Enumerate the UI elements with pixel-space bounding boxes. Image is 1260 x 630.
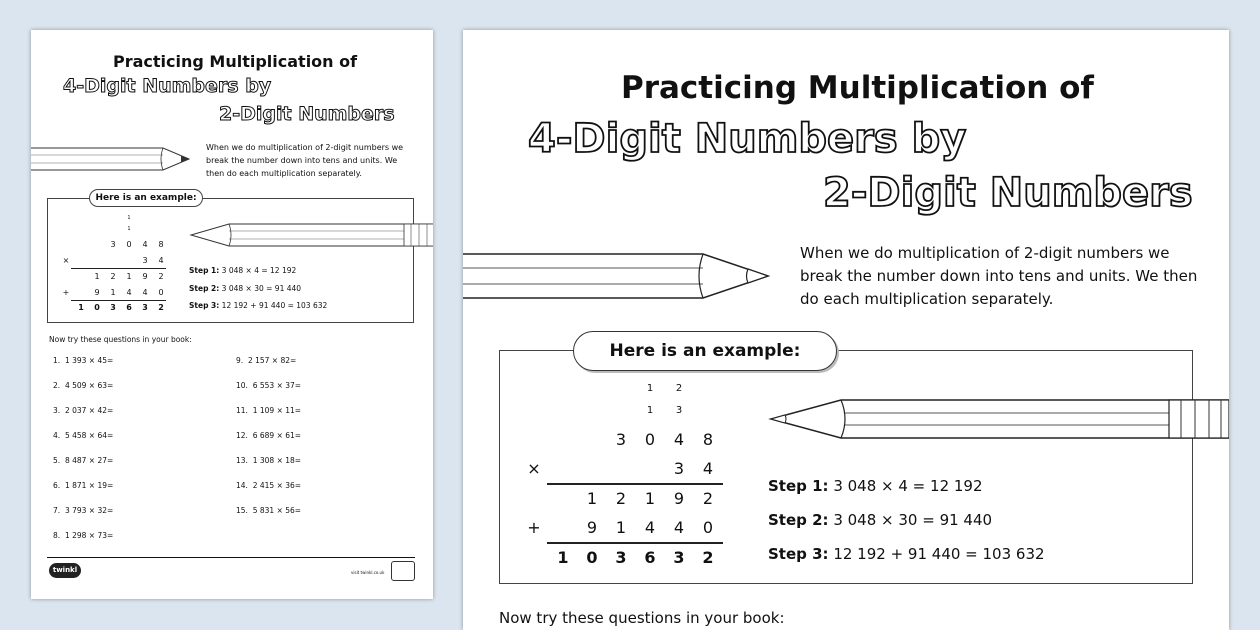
- digit: 4: [673, 430, 685, 449]
- step-2: Step 2: 3 048 × 30 = 91 440: [768, 511, 993, 529]
- carry-digit: 3: [675, 405, 683, 416]
- footer-rule: [47, 557, 415, 558]
- digit: 3: [673, 459, 685, 478]
- digit: 8: [158, 240, 164, 249]
- digit: 9: [94, 288, 100, 297]
- plus-sign: +: [62, 288, 70, 297]
- digit: 3: [110, 303, 116, 312]
- title-line-3: 2-Digit Numbers: [823, 170, 1193, 216]
- digit: 6: [126, 303, 132, 312]
- questions-heading: Now try these questions in your book:: [49, 335, 192, 344]
- title-line-1: Practicing Multiplication of: [113, 52, 358, 71]
- question-item: 10. 6 553 × 37=: [236, 381, 302, 390]
- digit: 3: [110, 240, 116, 249]
- rule-line: [547, 542, 723, 544]
- digit: 0: [126, 240, 132, 249]
- digit: 1: [615, 518, 627, 537]
- digit: 2: [615, 489, 627, 508]
- publisher-badge-icon: [391, 561, 415, 581]
- questions-heading: Now try these questions in your book:: [499, 609, 785, 627]
- carry-digit: 1: [646, 383, 654, 394]
- digit: 9: [142, 272, 148, 281]
- question-item: 15. 5 831 × 56=: [236, 506, 302, 515]
- example-heading: Here is an example:: [89, 189, 203, 207]
- times-sign: ×: [62, 256, 70, 265]
- digit: 0: [702, 518, 714, 537]
- question-item: 2. 4 509 × 63=: [53, 381, 114, 390]
- step-3: Step 3: 12 192 + 91 440 = 103 632: [189, 301, 328, 310]
- question-item: 12. 6 689 × 61=: [236, 431, 302, 440]
- title-line-2: 4-Digit Numbers by: [63, 75, 272, 97]
- digit: 0: [158, 288, 164, 297]
- question-item: 3. 2 037 × 42=: [53, 406, 114, 415]
- digit: 4: [673, 518, 685, 537]
- digit: 1: [78, 303, 84, 312]
- digit: 1: [557, 548, 569, 567]
- digit: 9: [673, 489, 685, 508]
- pencil-icon: [769, 394, 1229, 444]
- title-line-2: 4-Digit Numbers by: [528, 116, 967, 162]
- title-line-3: 2-Digit Numbers: [219, 103, 395, 125]
- digit: 1: [110, 288, 116, 297]
- digit: 1: [644, 489, 656, 508]
- digit: 4: [644, 518, 656, 537]
- step-3: Step 3: 12 192 + 91 440 = 103 632: [768, 545, 1045, 563]
- question-item: 5. 8 487 × 27=: [53, 456, 114, 465]
- question-item: 1. 1 393 × 45=: [53, 356, 114, 365]
- plus-sign: +: [527, 518, 541, 537]
- digit: 2: [110, 272, 116, 281]
- pencil-icon: [31, 145, 191, 175]
- worksheet-thumbnail: [31, 30, 433, 599]
- digit: 9: [586, 518, 598, 537]
- question-item: 13. 1 308 × 18=: [236, 456, 302, 465]
- digit: 1: [126, 272, 132, 281]
- digit: 4: [702, 459, 714, 478]
- digit: 0: [644, 430, 656, 449]
- question-item: 6. 1 871 × 19=: [53, 481, 114, 490]
- digit: 2: [702, 489, 714, 508]
- footer-url: visit twinkl.co.uk: [351, 570, 385, 575]
- digit: 2: [158, 272, 164, 281]
- digit: 0: [94, 303, 100, 312]
- title-line-1: Practicing Multiplication of: [621, 70, 1094, 106]
- worksheet-zoomed: [463, 30, 1229, 630]
- question-item: 4. 5 458 × 64=: [53, 431, 114, 440]
- digit: 2: [158, 303, 164, 312]
- intro-text: When we do multiplication of 2-digit numbers we break the number down into tens and units. We then do each multiplication separately.: [206, 143, 404, 178]
- rule-line: [71, 300, 166, 301]
- digit: 2: [702, 548, 714, 567]
- step-1: Step 1: 3 048 × 4 = 12 192: [189, 266, 297, 275]
- pencil-icon: [463, 248, 773, 304]
- digit: 3: [673, 548, 685, 567]
- digit: 0: [586, 548, 598, 567]
- digit: 3: [142, 256, 148, 265]
- twinkl-logo: twinkl: [49, 563, 81, 578]
- digit: 4: [158, 256, 164, 265]
- digit: 3: [142, 303, 148, 312]
- carry-digit: 1: [127, 215, 131, 221]
- step-2: Step 2: 3 048 × 30 = 91 440: [189, 284, 302, 293]
- pencil-icon: [189, 220, 433, 252]
- digit: 6: [644, 548, 656, 567]
- question-item: 8. 1 298 × 73=: [53, 531, 114, 540]
- question-item: 11. 1 109 × 11=: [236, 406, 302, 415]
- digit: 4: [126, 288, 132, 297]
- digit: 4: [142, 288, 148, 297]
- rule-line: [547, 483, 723, 485]
- carry-digit: 2: [675, 383, 683, 394]
- carry-digit: 1: [127, 226, 131, 232]
- digit: 3: [615, 430, 627, 449]
- digit: 1: [586, 489, 598, 508]
- digit: 8: [702, 430, 714, 449]
- question-item: 9. 2 157 × 82=: [236, 356, 297, 365]
- step-1: Step 1: 3 048 × 4 = 12 192: [768, 477, 983, 495]
- digit: 4: [142, 240, 148, 249]
- intro-text: When we do multiplication of 2-digit numbers we break the number down into tens and units. We then do each multiplication separately.: [800, 244, 1198, 308]
- rule-line: [71, 268, 166, 269]
- digit: 3: [615, 548, 627, 567]
- times-sign: ×: [527, 459, 541, 478]
- question-item: 14. 2 415 × 36=: [236, 481, 302, 490]
- carry-digit: 1: [646, 405, 654, 416]
- digit: 1: [94, 272, 100, 281]
- example-heading: Here is an example:: [573, 331, 837, 371]
- question-item: 7. 3 793 × 32=: [53, 506, 114, 515]
